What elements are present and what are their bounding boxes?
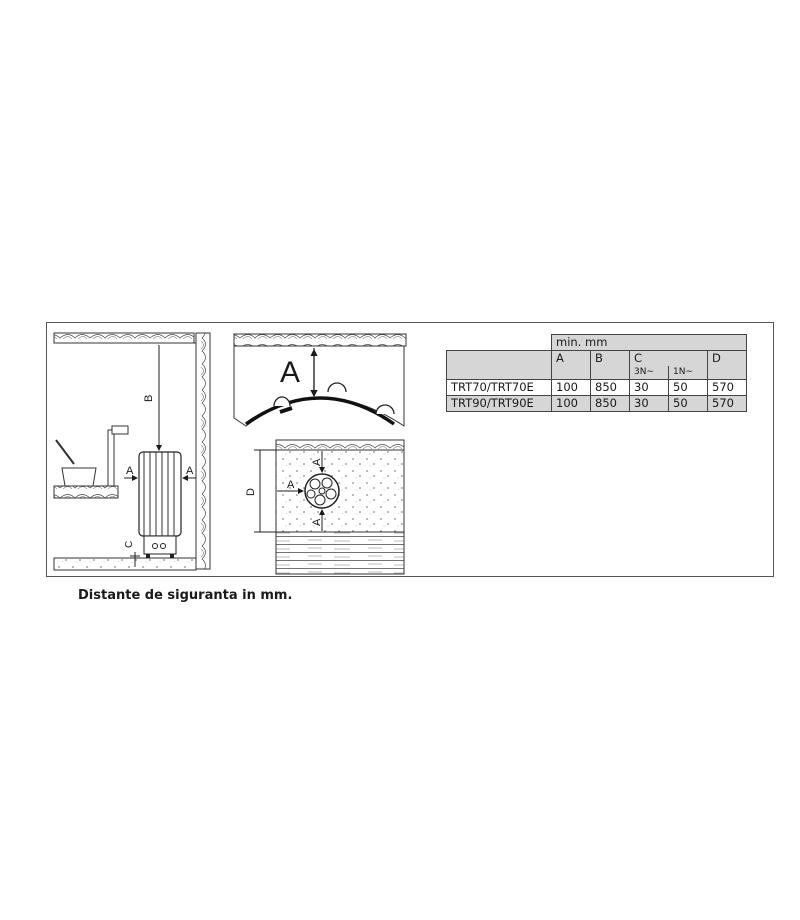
stone-icon [274, 397, 290, 406]
heater-icon [139, 452, 181, 558]
floor [54, 558, 196, 570]
c3n-cell: 30 [630, 380, 669, 396]
model-cell: TRT70/TRT70E [447, 380, 552, 396]
d-cell: 570 [708, 396, 747, 412]
ceiling-wood [54, 333, 194, 343]
stone-icon [376, 405, 394, 414]
label-c: C [124, 540, 135, 548]
b-cell: 850 [591, 380, 630, 396]
safety-distance-table [446, 334, 747, 412]
stone-icon [328, 383, 346, 392]
label-b: B [143, 394, 155, 402]
label-a-large: A [280, 356, 301, 389]
col-b-header: B [591, 351, 630, 380]
label-a-right: A [186, 465, 194, 477]
ceiling-clearance-view [234, 334, 406, 426]
heater-top-icon [305, 474, 339, 508]
heater-top-curve [246, 398, 394, 424]
label-a-bottom: A [311, 518, 323, 526]
label-a-left-top: A [287, 479, 295, 491]
c3n-cell: 30 [630, 396, 669, 412]
figure-caption: Distante de siguranta in mm. [78, 588, 293, 603]
bench [54, 426, 128, 498]
table-row [447, 380, 747, 396]
bench-planks [276, 532, 404, 574]
label-a-left: A [126, 465, 134, 477]
a-cell: 100 [552, 380, 591, 396]
a-cell: 100 [552, 396, 591, 412]
b-cell: 850 [591, 396, 630, 412]
col-a-header: A [552, 351, 591, 380]
c1n-cell: 50 [669, 380, 708, 396]
col-d-header: D [708, 351, 747, 380]
sauna-bucket-icon [62, 468, 96, 486]
model-cell: TRT90/TRT90E [447, 396, 552, 412]
c1n-cell: 50 [669, 396, 708, 412]
label-d: D [245, 488, 257, 496]
unit-header: min. mm [552, 335, 747, 351]
room-side-view [54, 333, 210, 570]
col-c-1n-header: 1N∼ [669, 366, 708, 380]
d-cell: 570 [708, 380, 747, 396]
table-row [447, 396, 747, 412]
right-wall-wood [196, 333, 210, 569]
col-c-header: C [630, 351, 708, 367]
label-a-top: A [311, 458, 323, 466]
col-c-3n-header: 3N∼ [630, 366, 669, 380]
corner-top-view [245, 440, 404, 574]
